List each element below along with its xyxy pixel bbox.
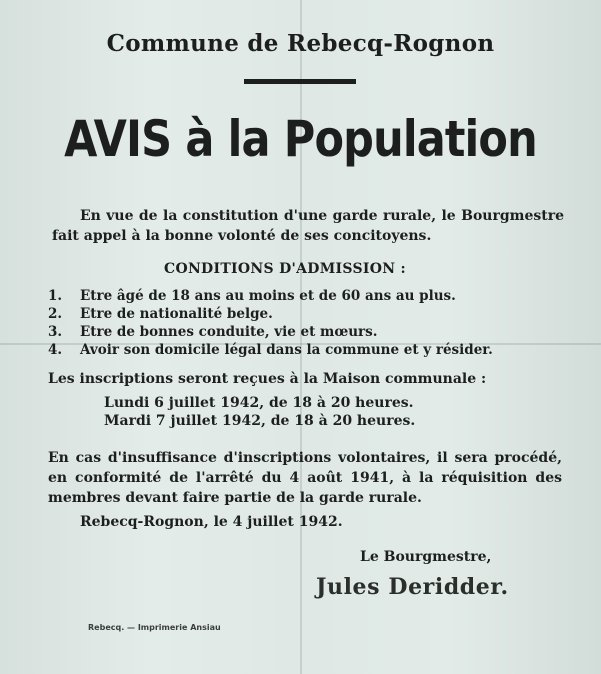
condition-text: Etre âgé de 18 ans au moins et de 60 ans au plus. [80,288,456,304]
inscription-date-line: Mardi 7 juillet 1942, de 18 à 20 heures. [104,413,416,429]
condition-item [48,341,568,359]
inscriptions-intro: Les inscriptions seront reçues à la Maison communale : [48,371,487,387]
intro-paragraph: En vue de la constitution d'une garde rurale, le Bourgmestre fait appel à la bonne volonté de ses concitoyens. [52,208,564,244]
condition-number: 4. [48,342,63,358]
inscription-date-line: Lundi 6 juillet 1942, de 18 à 20 heures. [104,395,414,411]
conditions-list [48,287,568,359]
condition-number: 3. [48,324,63,340]
conditions-title: CONDITIONS D'ADMISSION : [164,261,406,277]
commune-heading: Commune de Rebecq-Rognon [106,30,495,57]
condition-item [48,323,568,341]
condition-text: Avoir son domicile légal dans la commune et y résider. [80,342,493,358]
signer-title: Le Bourgmestre, [360,549,492,565]
signer-name: Jules Deridder. [316,574,509,600]
condition-item [48,287,568,305]
condition-text: Etre de bonnes conduite, vie et mœurs. [80,324,378,340]
printer-credit: Rebecq. — Imprimerie Ansiau [88,623,221,632]
insufficiency-paragraph: En cas d'insuffisance d'inscriptions volontaires, il sera procédé, en conformité de l'arrêté du 4 août 1941, à la réquisition des membres devant faire partie de la garde rurale. [48,450,562,506]
condition-text: Etre de nationalité belge. [80,306,273,322]
inscription-dates [104,394,415,430]
place-and-date: Rebecq-Rognon, le 4 juillet 1942. [80,514,343,530]
condition-item [48,305,568,323]
heading-rule [244,79,356,84]
notice-headline: AVIS à la Population [64,110,537,168]
condition-number: 1. [48,288,63,304]
condition-number: 2. [48,306,63,322]
